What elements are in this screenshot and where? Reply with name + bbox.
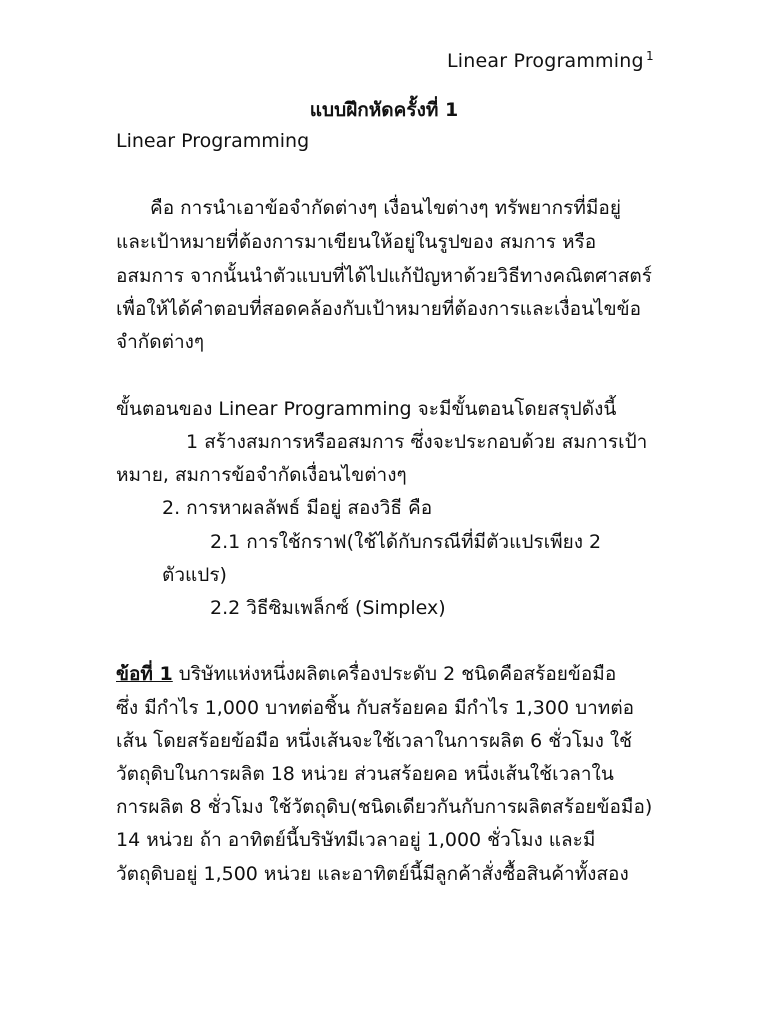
problem-line: วัตถุดิบในการผลิต 18 หน่วย ส่วนสร้อยคอ หนึ่งเส้นใช้เวลาใน — [116, 763, 614, 785]
step-2-2: 2.2 วิธีซิมเพล็กซ์ (Simplex) — [210, 597, 446, 619]
step-2-1-line-2: ตัวแปร) — [162, 564, 227, 586]
running-header-title: Linear Programming — [447, 50, 644, 72]
section-subtitle: Linear Programming — [116, 130, 310, 152]
step-2-1-line-1: 2.1 การใช้กราฟ(ใช้ได้กับกรณีที่มีตัวแปรเพียง 2 — [210, 531, 602, 553]
step-1-line-2: หมาย, สมการข้อจำกัดเงื่อนไขต่างๆ — [116, 464, 407, 486]
steps-intro: ขั้นตอนของ Linear Programming จะมีขั้นตอนโดยสรุปดังนี้ — [116, 398, 617, 420]
problem-line: ซึ่ง มีกำไร 1,000 บาทต่อชิ้น กับสร้อยคอ มีกำไร 1,300 บาทต่อ — [116, 697, 635, 719]
problem-line: เส้น โดยสร้อยข้อมือ หนึ่งเส้นจะใช้เวลาในการผลิต 6 ชั่วโมง ใช้ — [116, 730, 633, 752]
exercise-heading: แบบฝึกหัดครั้งที่ 1 — [309, 99, 459, 121]
intro-line: และเป้าหมายที่ต้องการมาเขียนให้อยู่ในรูปของ สมการ หรือ — [116, 231, 597, 253]
intro-line: จำกัดต่างๆ — [116, 331, 205, 353]
problem-line: บริษัทแห่งหนึ่งผลิตเครื่องประดับ 2 ชนิดคือสร้อยข้อมือ — [172, 663, 617, 685]
problem-line: วัตถุดิบอยู่ 1,500 หน่วย และอาทิตย์นี้มีลูกค้าสั่งซื้อสินค้าทั้งสอง — [116, 863, 629, 885]
step-1-line-1: 1 สร้างสมการหรืออสมการ ซึ่งจะประกอบด้วย สมการเป้า — [186, 431, 648, 453]
intro-line: เพื่อให้ได้คำตอบที่สอดคล้องกับเป้าหมายที่ต้องการและเงื่อนไขข้อ — [116, 298, 642, 320]
problem-1-first-line — [116, 662, 616, 686]
intro-line: อสมการ จากนั้นนำตัวแบบที่ได้ไปแก้ปัญหาด้วยวิธีทางคณิตศาสตร์ — [116, 265, 652, 287]
problem-line: 14 หน่วย ถ้า อาทิตย์นี้บริษัทมีเวลาอยู่ 1,000 ชั่วโมง และมี — [116, 829, 596, 851]
problem-1-label: ข้อที่ 1 — [116, 663, 173, 685]
step-2: 2. การหาผลลัพธ์ มีอยู่ สองวิธี คือ — [162, 497, 433, 519]
intro-line: คือ การนำเอาข้อจำกัดต่างๆ เงื่อนไขต่างๆ ทรัพยากรที่มีอยู่ — [150, 197, 621, 219]
problem-line: การผลิต 8 ชั่วโมง ใช้วัตถุดิบ(ชนิดเดียวกันกับการผลิตสร้อยข้อมือ) — [116, 796, 653, 818]
page-number: 1 — [646, 49, 654, 63]
